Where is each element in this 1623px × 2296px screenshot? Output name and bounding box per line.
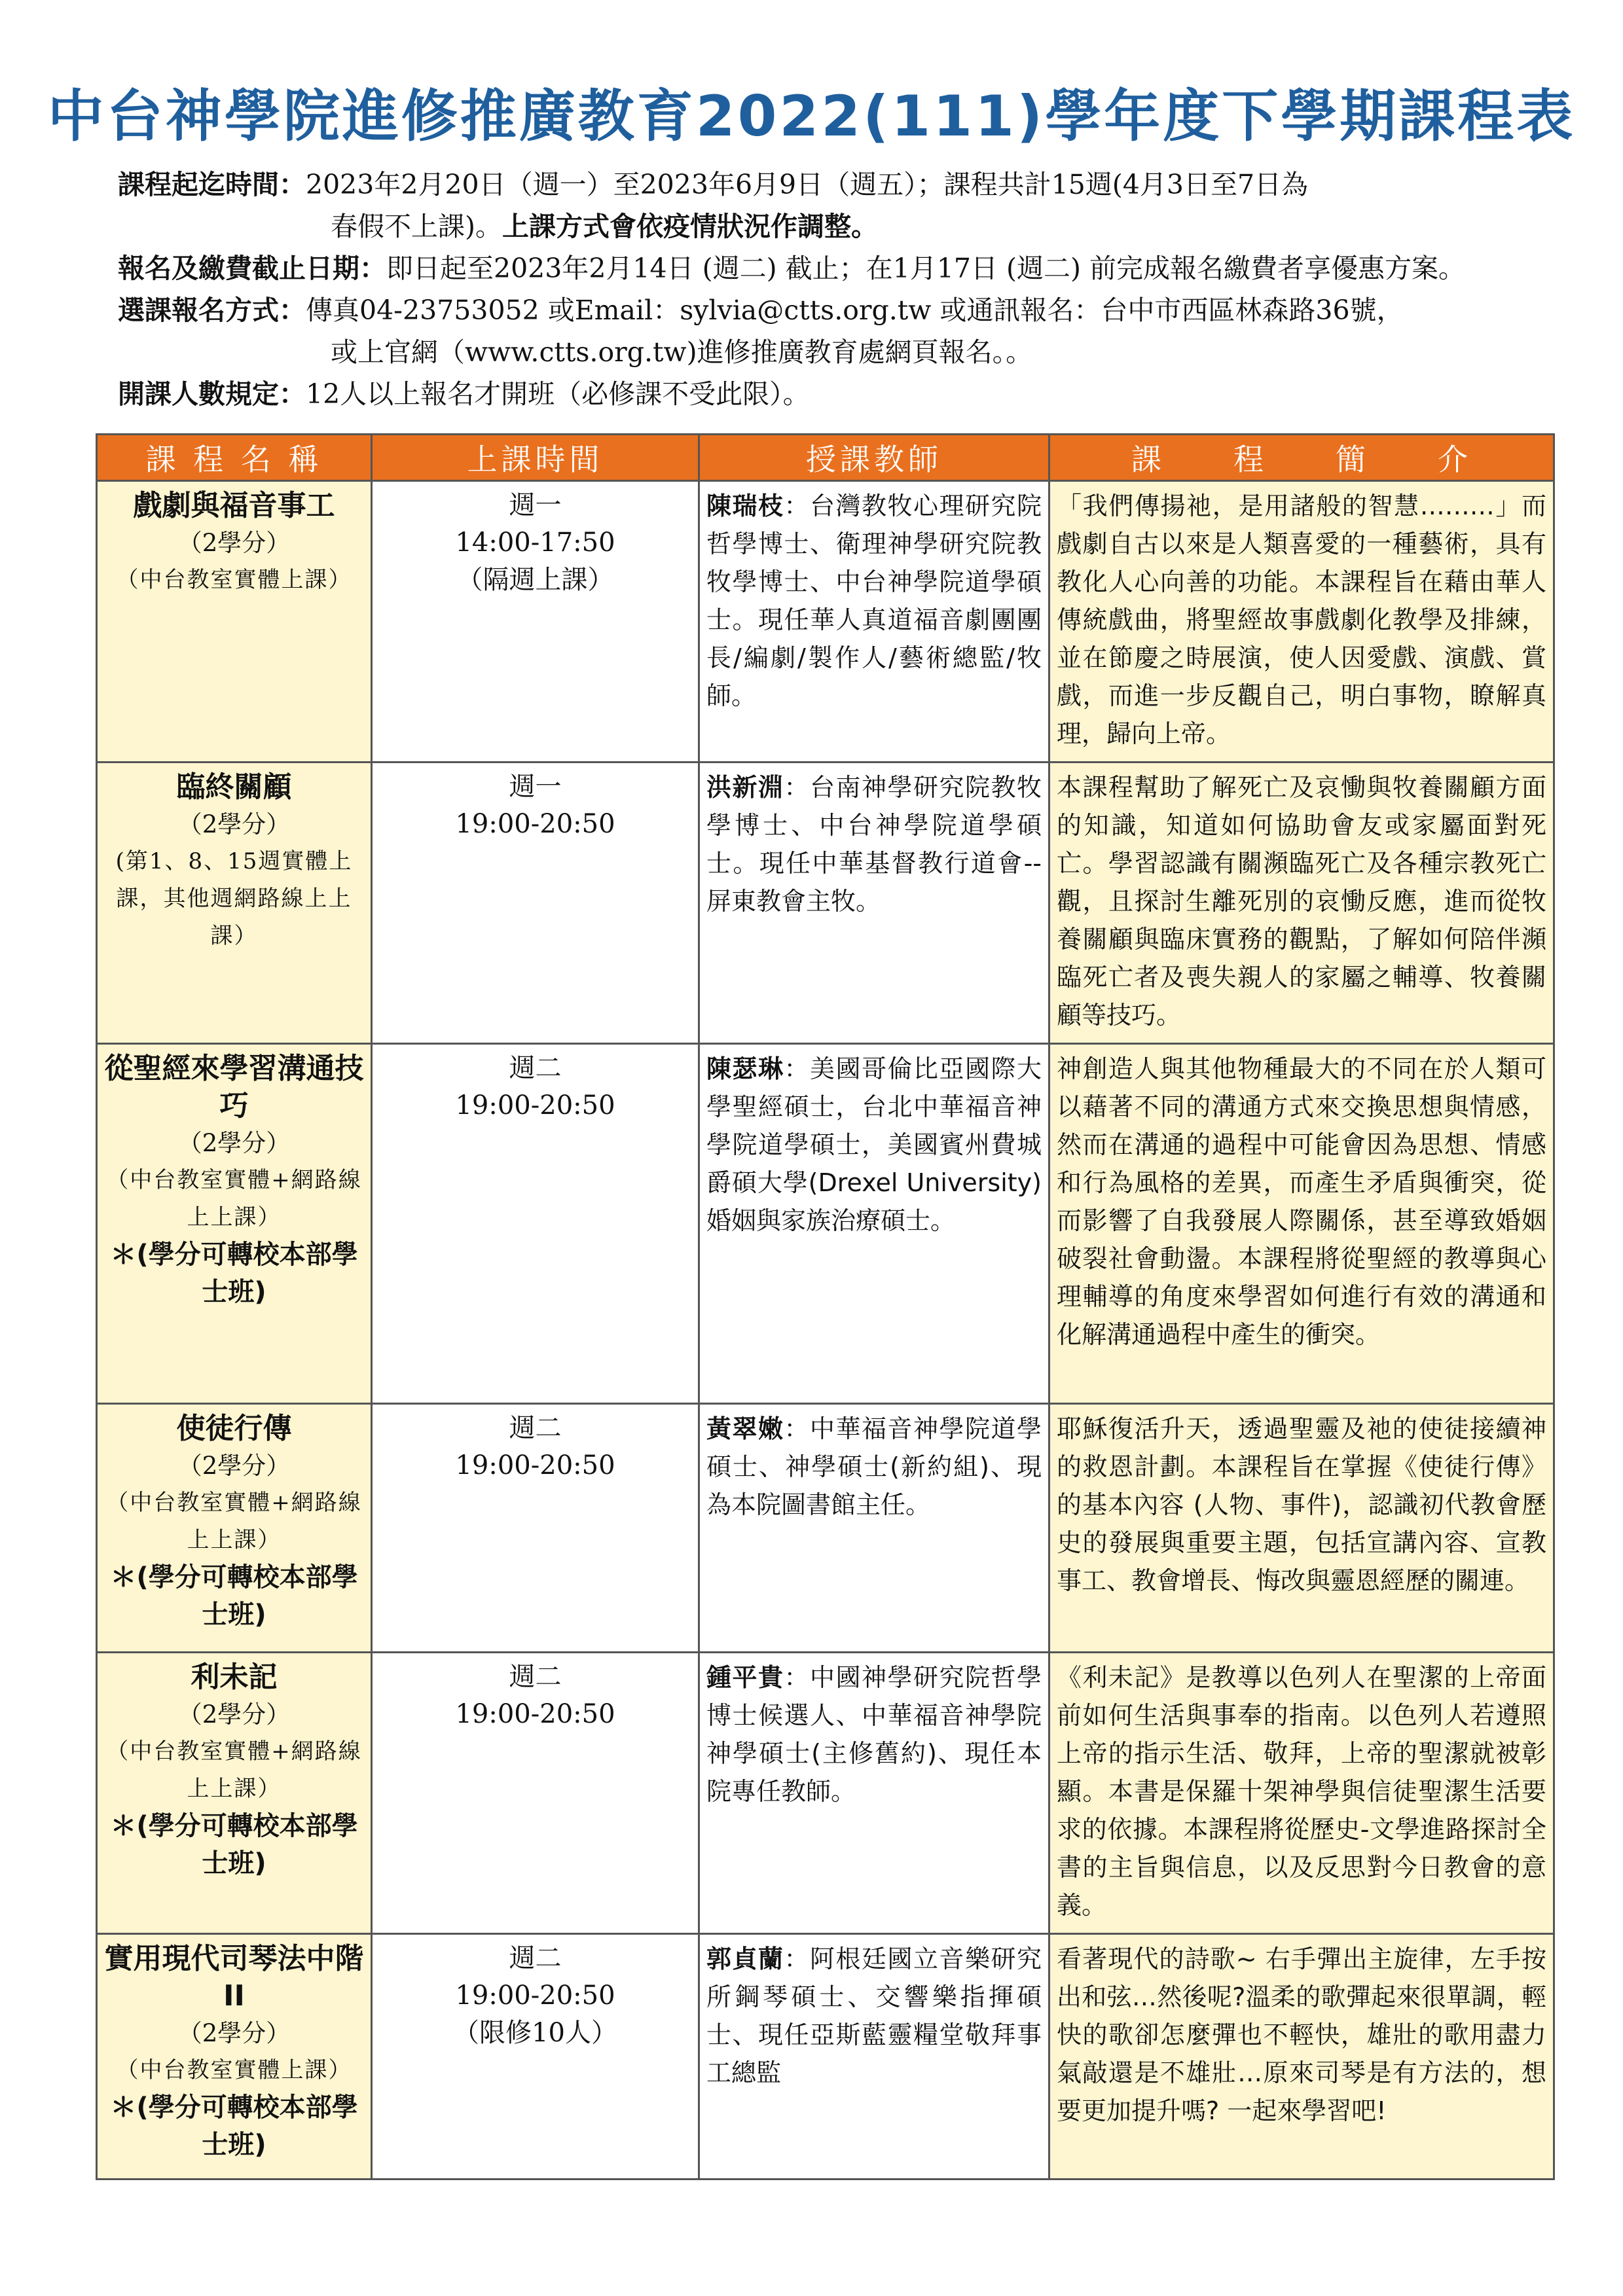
desc-cell: 《利未記》是教導以色列人在聖潔的上帝面前如何生活與事奉的指南。以色列人若遵照上帝的指示生活、敬拜，上帝的聖潔就被彰顯。本書是保羅十架神學與信徒聖潔生活要求的依據。本課程將從歷史-文學進路探討全書的主旨與信息，以及反思對今日教會的意義。 (1049, 1653, 1554, 1934)
register-line (118, 289, 1545, 331)
course-time: 19:00-20:50 (455, 1981, 615, 2011)
course-time: 19:00-20:50 (455, 1090, 615, 1121)
period-text-2: 春假不上課)。 (331, 211, 502, 242)
table-header-row (97, 435, 1554, 481)
desc-cell: 耶穌復活升天，透過聖靈及祂的使徒接續神的救恩計劃。本課程旨在掌握《使徒行傳》的基本內容 (人物、事件)，認識初代教會歷史的發展與重要主題，包括宣講內容、宣教事工、教會增長、悔改與靈恩經歷的關連。 (1049, 1404, 1554, 1653)
period-text: 2023年2月20日（週一）至2023年6月9日（週五）；課程共計15週(4月3日至7日為 (306, 169, 1309, 200)
teacher-cell (699, 481, 1049, 762)
header-time: 上課時間 (372, 435, 699, 481)
desc-cell: 看著現代的詩歌~ 右手彈出主旋律，左手按出和弦…然後呢?溫柔的歌彈起來很單調，輕快的歌卻怎麼彈也不輕快，雄壯的歌用盡力氣敲還是不雄壯…原來司琴是有方法的，想要更加提升嗎? 一起來學習吧! (1049, 1934, 1554, 2179)
teacher-bio: ：台南神學研究院教牧學博士、中台神學院道學碩士。現任中華基督教行道會--屏東教會主牧。 (706, 773, 1042, 916)
period-label: 課程起迄時間： (118, 169, 306, 200)
course-credit: （2學分） (177, 810, 291, 838)
period-line (118, 164, 1545, 206)
credit-transfer-note: ＊(學分可轉校本部學士班) (110, 1562, 358, 1630)
teacher-name: 陳瑞枝 (706, 492, 784, 520)
course-day: 週二 (509, 1053, 562, 1083)
table-row (97, 1653, 1554, 1934)
teacher-cell (699, 1653, 1049, 1934)
course-mode: （中台教室實體+網路線上上課） (106, 1738, 362, 1802)
teacher-bio: ：阿根廷國立音樂研究所鋼琴碩士、交響樂指揮碩士、現任亞斯藍靈糧堂敬拜事工總監 (706, 1945, 1042, 2087)
course-day: 週二 (509, 1943, 562, 1973)
min-text: 12人以上報名才開班（必修課不受此限）。 (306, 378, 810, 410)
teacher-name: 郭貞蘭 (706, 1945, 784, 1973)
deadline-text: 即日起至2023年2月14日 (週二) 截止；在1月17日 (週二) 前完成報名繳費者享優惠方案。 (386, 253, 1465, 284)
course-credit: （2學分） (177, 2019, 291, 2047)
table-row (97, 762, 1554, 1044)
teacher-name: 洪新淵 (706, 773, 784, 802)
teacher-name: 鍾平貴 (706, 1663, 784, 1692)
course-day: 週一 (509, 490, 562, 520)
teacher-bio: ：中國神學研究院哲學博士候選人、中華福音神學院神學碩士(主修舊約)、現任本院專任教師。 (706, 1663, 1042, 1806)
course-day: 週一 (509, 772, 562, 802)
credit-transfer-note: ＊(學分可轉校本部學士班) (110, 2092, 358, 2160)
course-name: 實用現代司琴法中階II (104, 1942, 364, 2013)
course-time: 14:00-17:50 (455, 528, 615, 558)
desc-cell: 本課程幫助了解死亡及哀慟與牧養關顧方面的知識，知道如何協助會友或家屬面對死亡。學習認識有關瀕臨死亡及各種宗教死亡觀，且探討生離死別的哀慟反應，進而從牧養關顧與臨床實務的觀點，了解如何陪伴瀕臨死亡者及喪失親人的家屬之輔導、牧養關顧等技巧。 (1049, 762, 1554, 1044)
table-row (97, 1934, 1554, 2179)
deadline-line (118, 247, 1545, 289)
min-label: 開課人數規定： (118, 378, 306, 410)
course-mode: (第1、8、15週實體上課，其他週網路線上上課） (115, 848, 353, 949)
register-label: 選課報名方式： (118, 295, 306, 326)
course-note: （限修10人） (453, 2018, 617, 2048)
header-desc: 課 程 簡 介 (1049, 435, 1554, 481)
credit-transfer-note: ＊(學分可轉校本部學士班) (110, 1811, 358, 1878)
time-cell (372, 1404, 699, 1653)
register-text: 傳真04-23753052 或Email：sylvia@ctts.org.tw 或通訊報名：台中市西區林森路36號， (306, 295, 1404, 326)
time-cell (372, 1653, 699, 1934)
teacher-cell (699, 1044, 1049, 1404)
course-credit: （2學分） (177, 1129, 291, 1157)
register-text-2: 或上官網（www.ctts.org.tw)進修推廣教育處網頁報名。。 (331, 336, 1033, 368)
desc-cell: 「我們傳揚祂，是用諸般的智慧………」而戲劇自古以來是人類喜愛的一種藝術，具有教化人心向善的功能。本課程旨在藉由華人傳統戲曲，將聖經故事戲劇化教學及排練，並在節慶之時展演，使人因愛戲、演戲、賞戲，而進一步反觀自己，明白事物，瞭解真理，歸向上帝。 (1049, 481, 1554, 762)
desc-cell: 神創造人與其他物種最大的不同在於人類可以藉著不同的溝通方式來交換思想與情感，然而在溝通的過程中可能會因為思想、情感和行為風格的差異，而產生矛盾與衝突，從而影響了自我發展人際關係，甚至導致婚姻破裂社會動盪。本課程將從聖經的教導與心理輔導的角度來學習如何進行有效的溝通和化解溝通過程中產生的衝突。 (1049, 1044, 1554, 1404)
page-title: 中台神學院進修推廣教育2022(111)學年度下學期課程表 (47, 84, 1576, 149)
schedule-table (96, 433, 1555, 2180)
teacher-cell (699, 1934, 1049, 2179)
teacher-bio: ：中華福音神學院道學碩士、神學碩士(新約組)、現為本院圖書館主任。 (706, 1414, 1042, 1519)
table-row (97, 1404, 1554, 1653)
course-time: 19:00-20:50 (455, 1450, 615, 1480)
course-mode: （中台教室實體+網路線上上課） (106, 1490, 362, 1553)
course-name: 戲劇與福音事工 (133, 489, 335, 522)
course-cell (97, 1044, 372, 1404)
period-line-2 (118, 206, 1545, 247)
course-day: 週二 (509, 1662, 562, 1692)
course-time: 19:00-20:50 (455, 809, 615, 839)
teacher-bio: ：台灣教牧心理研究院哲學博士、衛理神學研究院教牧學博士、中台神學院道學碩士。現任華人真道福音劇團團長/編劇/製作人/藝術總監/牧師。 (706, 492, 1042, 710)
time-cell (372, 1044, 699, 1404)
time-cell (372, 762, 699, 1044)
course-mode: （中台教室實體+網路線上上課） (106, 1167, 362, 1230)
course-name: 利未記 (191, 1660, 278, 1694)
register-line-2 (118, 331, 1545, 373)
course-credit: （2學分） (177, 1700, 291, 1729)
course-mode: （中台教室實體上課） (116, 2057, 352, 2083)
table-row (97, 481, 1554, 762)
min-line (118, 373, 1545, 415)
credit-transfer-note: ＊(學分可轉校本部學士班) (110, 1240, 358, 1307)
table-row (97, 1044, 1554, 1404)
course-note: （隔週上課） (456, 565, 614, 595)
teacher-cell (699, 1404, 1049, 1653)
course-mode: （中台教室實體上課） (116, 567, 352, 593)
course-credit: （2學分） (177, 529, 291, 557)
course-time: 19:00-20:50 (455, 1699, 615, 1729)
deadline-label: 報名及繳費截止日期： (118, 253, 386, 284)
teacher-bio: ：美國哥倫比亞國際大學聖經碩士，台北中華福音神學院道學碩士，美國賓州費城爵碩大學(Drexel University)婚姻與家族治療碩士。 (706, 1054, 1042, 1235)
course-name: 從聖經來學習溝通技巧 (104, 1052, 364, 1122)
time-cell (372, 1934, 699, 2179)
teacher-name: 黃翠嫩 (706, 1414, 784, 1443)
course-cell (97, 481, 372, 762)
course-name: 臨終關顧 (176, 770, 292, 804)
course-day: 週二 (509, 1413, 562, 1443)
course-cell (97, 1653, 372, 1934)
teacher-cell (699, 762, 1049, 1044)
course-credit: （2學分） (177, 1452, 291, 1480)
period-strong: 上課方式會依疫情狀況作調整。 (502, 211, 878, 242)
header-teacher: 授課教師 (699, 435, 1049, 481)
course-name: 使徒行傳 (176, 1412, 292, 1445)
course-cell (97, 762, 372, 1044)
teacher-name: 陳瑟琳 (706, 1054, 784, 1083)
course-cell (97, 1934, 372, 2179)
time-cell (372, 481, 699, 762)
header-course: 課 程 名 稱 (97, 435, 372, 481)
info-block (118, 164, 1545, 415)
course-cell (97, 1404, 372, 1653)
